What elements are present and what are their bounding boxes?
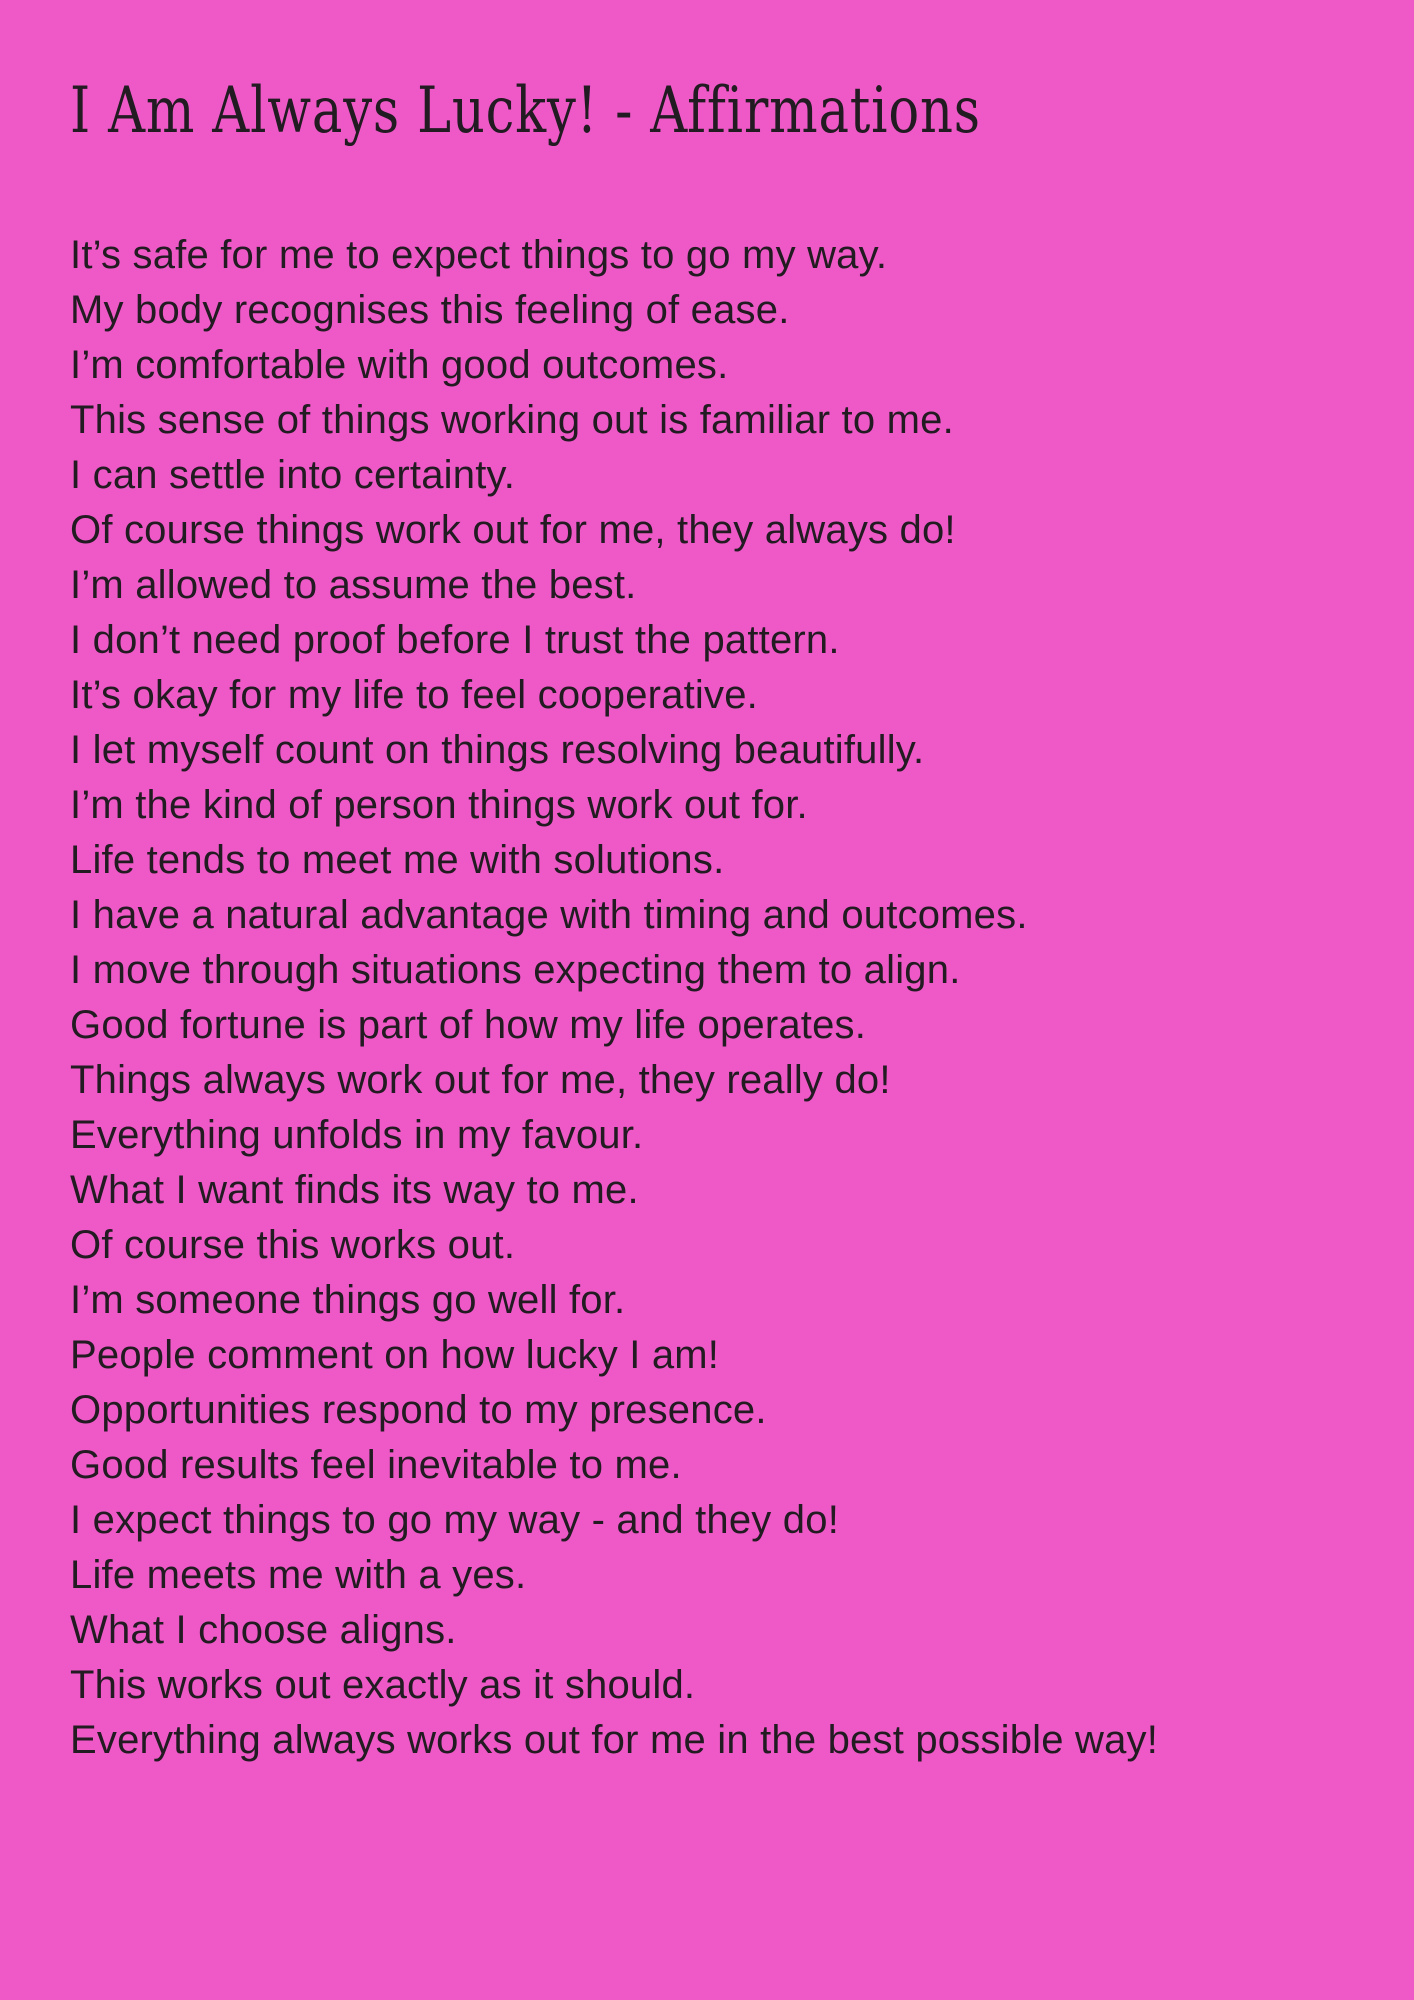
affirmation-line: I’m the kind of person things work out for. [70, 783, 808, 828]
affirmation-line: Everything always works out for me in the best possible way! [70, 1718, 1159, 1763]
affirmation-line: Things always work out for me, they really do! [70, 1058, 891, 1103]
affirmation-line: This sense of things working out is familiar to me. [70, 398, 954, 443]
affirmation-line: I’m someone things go well for. [70, 1278, 626, 1323]
affirmation-line: What I choose aligns. [70, 1608, 457, 1653]
affirmation-line: Life meets me with a yes. [70, 1553, 527, 1598]
affirmation-line: I expect things to go my way - and they do! [70, 1498, 840, 1543]
affirmation-line: I don’t need proof before I trust the pattern. [70, 618, 840, 663]
page-title: I Am Always Lucky! - Affirmations [70, 74, 981, 148]
affirmation-line: Opportunities respond to my presence. [70, 1388, 767, 1433]
affirmation-line: I move through situations expecting them to align. [70, 948, 961, 993]
affirmation-line: Of course things work out for me, they always do! [70, 508, 956, 553]
affirmation-line: I can settle into certainty. [70, 453, 516, 498]
affirmation-line: I’m comfortable with good outcomes. [70, 343, 729, 388]
affirmations-list [70, 228, 1344, 1768]
affirmation-line: Good results feel inevitable to me. [70, 1443, 682, 1488]
affirmation-line: I’m allowed to assume the best. [70, 563, 637, 608]
affirmation-line: Good fortune is part of how my life operates. [70, 1003, 867, 1048]
affirmation-line: Everything unfolds in my favour. [70, 1113, 644, 1158]
affirmation-line: Life tends to meet me with solutions. [70, 838, 725, 883]
affirmation-line: I have a natural advantage with timing and outcomes. [70, 893, 1028, 938]
affirmation-line: It’s okay for my life to feel cooperative. [70, 673, 758, 718]
affirmation-line: This works out exactly as it should. [70, 1663, 696, 1708]
affirmation-line: People comment on how lucky I am! [70, 1333, 720, 1378]
affirmation-line: It’s safe for me to expect things to go my way. [70, 233, 888, 278]
affirmation-line: What I want finds its way to me. [70, 1168, 639, 1213]
affirmation-line: I let myself count on things resolving beautifully. [70, 728, 925, 773]
affirmation-line: Of course this works out. [70, 1223, 516, 1268]
affirmation-line: My body recognises this feeling of ease. [70, 288, 790, 333]
